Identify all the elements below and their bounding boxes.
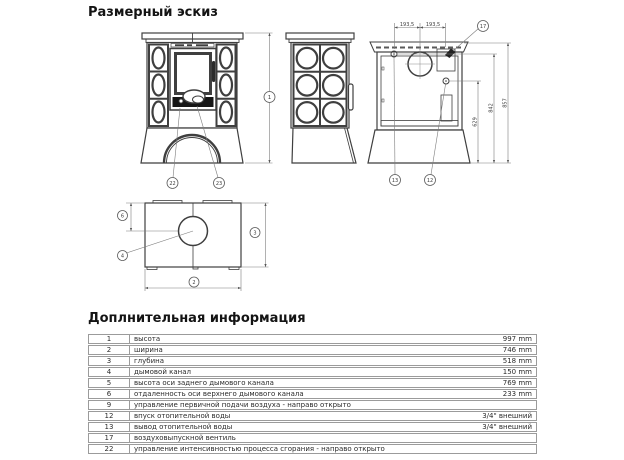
row-description: высота оси заднего дымового канала [134, 379, 274, 387]
table-row [88, 334, 537, 344]
dim-label-857: 857 [502, 98, 509, 108]
row-value: 997 mm [502, 335, 532, 343]
row-number: 9 [89, 401, 130, 409]
door-handle [212, 61, 215, 82]
svg-text:23: 23 [215, 181, 223, 187]
svg-text:2: 2 [192, 280, 196, 286]
dim-label-193-5-right: 193,5 [425, 22, 441, 28]
table-row [88, 422, 537, 432]
row-description: дымовой канал [134, 368, 191, 376]
dim-label-629: 629 [472, 117, 479, 127]
table-row [88, 345, 537, 355]
svg-text:4: 4 [120, 253, 125, 260]
table-row [88, 433, 537, 443]
callout-2 [189, 277, 199, 287]
row-number: 3 [89, 357, 130, 365]
svg-text:1: 1 [267, 95, 272, 101]
row-value: 746 mm [502, 346, 532, 354]
svg-text:13: 13 [391, 178, 399, 184]
callout-17 [453, 21, 489, 52]
svg-text:22: 22 [169, 181, 176, 187]
row-number: 4 [89, 368, 130, 376]
callout-13 [390, 58, 401, 186]
row-number: 1 [89, 335, 130, 343]
row-value: 518 mm [502, 357, 532, 365]
rear-view [368, 42, 470, 163]
callout-3 [250, 228, 260, 238]
row-value: 150 mm [502, 368, 532, 376]
row-description: глубина [134, 357, 165, 365]
row-description: ширина [134, 346, 163, 354]
table-row [88, 356, 537, 366]
row-description: воздуховыпускной вентиль [134, 434, 236, 442]
row-description: отдаленность оси верхнего дымового канала [134, 390, 304, 398]
row-description: управление интенсивностью процесса сгорания - направо открыто [134, 445, 385, 453]
front-view [141, 33, 243, 163]
callout-1 [264, 92, 275, 103]
svg-text:12: 12 [426, 178, 434, 184]
row-number: 5 [89, 379, 130, 387]
svg-text:6: 6 [120, 213, 125, 220]
dim-label-193-5-left: 193,5 [399, 22, 415, 28]
row-number: 2 [89, 346, 130, 354]
dim-label-842: 842 [488, 103, 495, 113]
info-title: Доплнительная информация [88, 311, 306, 326]
table-row [88, 411, 537, 421]
table-row [88, 389, 537, 399]
row-value: 3/4" внешний [482, 412, 532, 420]
row-description: впуск отопительной воды [134, 412, 231, 420]
callout-6 [118, 211, 128, 221]
row-description: высота [134, 335, 161, 343]
row-value: 233 mm [502, 390, 532, 398]
side-handle [349, 84, 354, 110]
side-view [286, 33, 356, 163]
top-view [145, 201, 241, 270]
table-row [88, 367, 537, 377]
dimensional-drawing [84, 18, 514, 296]
table-row [88, 400, 537, 410]
row-number: 13 [89, 423, 130, 431]
row-number: 6 [89, 390, 130, 398]
table-row [88, 444, 537, 454]
row-description: вывод отопительной воды [134, 423, 233, 431]
info-table [88, 334, 537, 455]
row-number: 17 [89, 434, 130, 442]
row-value: 3/4" внешний [482, 423, 532, 431]
row-number: 12 [89, 412, 130, 420]
drawing-title: Размерный эскиз [88, 5, 218, 20]
row-number: 22 [89, 445, 130, 453]
svg-text:3: 3 [253, 230, 257, 237]
svg-text:17: 17 [479, 24, 487, 30]
row-value: 769 mm [502, 379, 532, 387]
row-description: управление первичной подачи воздуха - направо открыто [134, 401, 351, 409]
table-row [88, 378, 537, 388]
